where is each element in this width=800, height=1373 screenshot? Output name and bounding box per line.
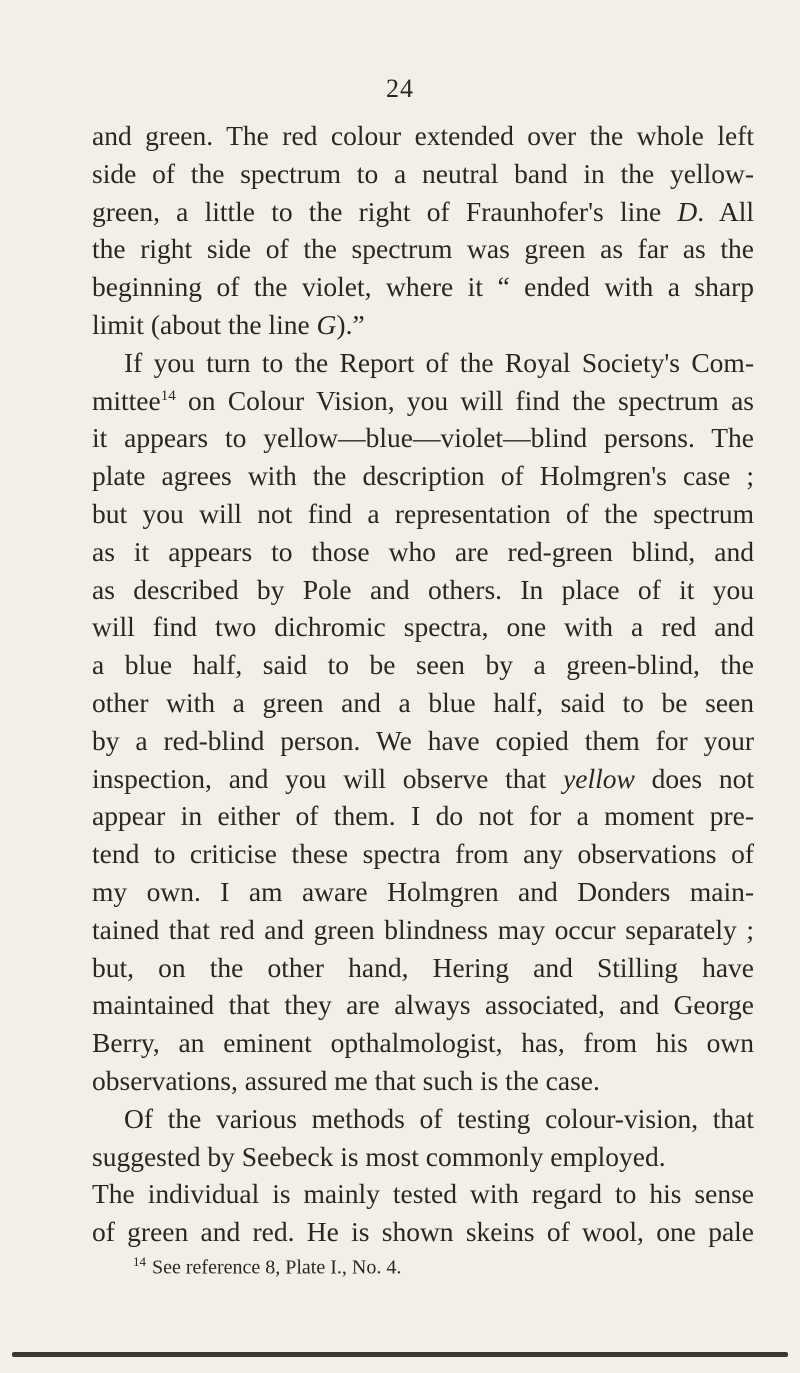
text-line: side of the spectrum to a neutral band in the yellow- <box>92 157 754 189</box>
text-line: If you turn to the Report of the Royal Society's Com- <box>124 346 754 378</box>
text-line: as described by Pole and others. In place of it you <box>92 573 754 605</box>
text-line: appear in either of them. I do not for a moment pre- <box>92 800 754 832</box>
text-line: of green and red. He is shown skeins of wool, one pale <box>92 1216 754 1248</box>
text-line: as it appears to those who are red-green blind, and <box>92 535 754 567</box>
text-line: tend to criticise these spectra from any observations of <box>92 838 754 870</box>
text-line: beginning of the violet, where it “ ended with a sharp <box>92 271 754 303</box>
footnote <box>133 1254 401 1280</box>
text-line: will find two dichromic spectra, one with a red and <box>92 611 754 643</box>
page-number: 24 <box>386 74 414 103</box>
text-line: suggested by Seebeck is most commonly employed. <box>92 1140 666 1172</box>
italic-text: yellow <box>563 762 635 794</box>
text-line: inspection, and you will observe that yellow does not <box>92 762 754 794</box>
text-line: a blue half, said to be seen by a green-blind, the <box>92 649 754 681</box>
text-line: mittee$^{14}$ on Colour Vision, you will find the spectrum as <box>92 384 754 416</box>
footnote-text: See reference 8, Plate I., No. 4. <box>152 1256 402 1279</box>
text-line: maintained that they are always associated, and George <box>92 989 754 1021</box>
text-line: and green. The red colour extended over the whole left <box>92 120 754 151</box>
text-line: it appears to yellow—blue—violet—blind persons. The <box>92 422 754 454</box>
text-line: my own. I am aware Holmgren and Donders main- <box>92 875 754 907</box>
text-line: but, on the other hand, Hering and Stilling have <box>92 951 754 983</box>
body-text <box>92 117 754 1251</box>
text-line: tained that red and green blindness may occur separately ; <box>92 913 754 945</box>
text-line: limit (about the line G).” <box>92 308 365 340</box>
text-line: green, a little to the right of Fraunhofer's line D. All <box>92 195 754 227</box>
page-bottom-edge <box>12 1352 788 1357</box>
text-line: Of the various methods of testing colour-vision, that <box>124 1102 754 1134</box>
text-line: but you will not find a representation of the spectrum <box>92 497 754 529</box>
text-line: the right side of the spectrum was green as far as the <box>92 233 754 265</box>
italic-text: D <box>677 195 698 227</box>
text-line: plate agrees with the description of Holmgren's case ; <box>92 460 754 492</box>
footnote-reference: 14 <box>160 387 176 404</box>
footnote-marker: 14 <box>133 1254 146 1269</box>
text-line: Berry, an eminent opthalmologist, has, from his own <box>92 1027 754 1059</box>
text-line: The individual is mainly tested with regard to his sense <box>92 1178 754 1210</box>
text-line: other with a green and a blue half, said to be seen <box>92 686 754 718</box>
text-line: by a red-blind person. We have copied them for your <box>92 724 754 756</box>
italic-text: G <box>316 308 337 340</box>
text-line: observations, assured me that such is the case. <box>92 1064 600 1096</box>
